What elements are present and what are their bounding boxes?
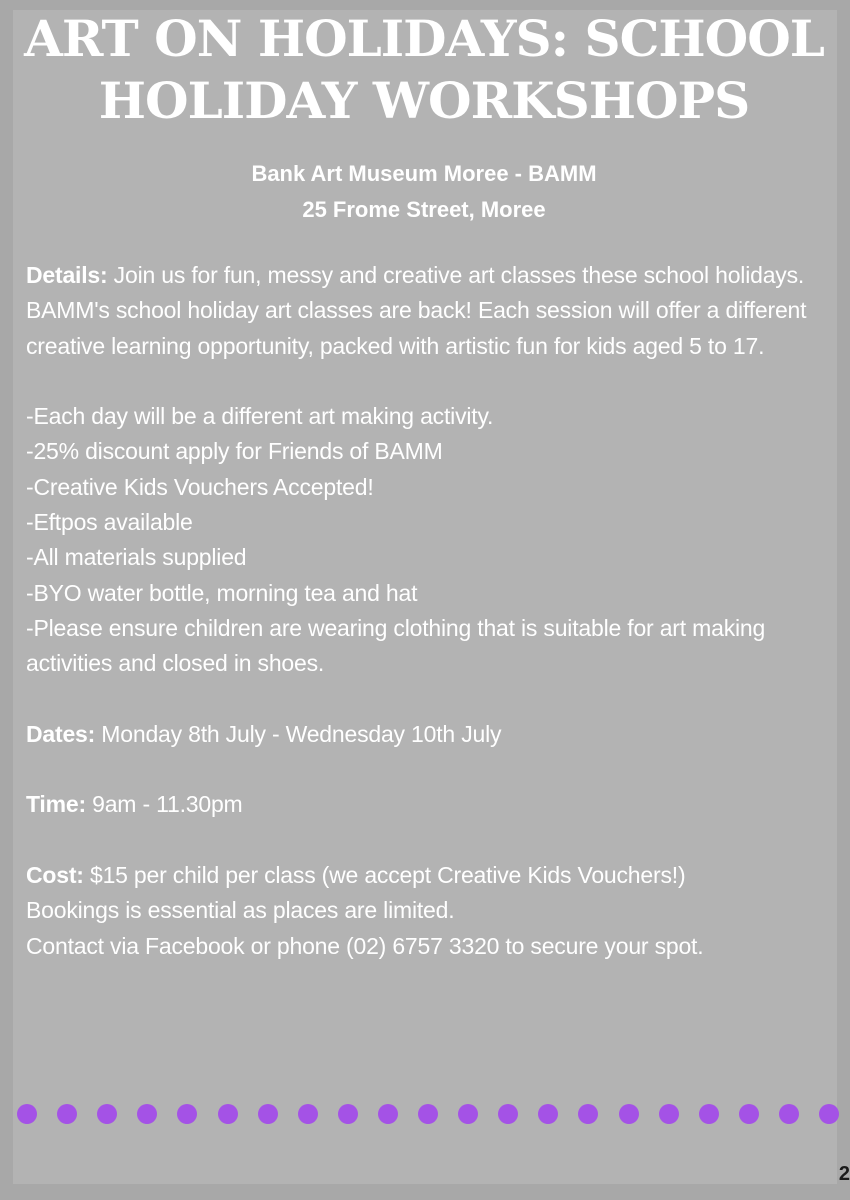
bullet-item: -Each day will be a different art making activity.	[26, 403, 494, 430]
page-number: 2	[838, 1163, 850, 1185]
divider-dot	[578, 1104, 598, 1124]
spacer	[26, 823, 826, 858]
details-text: Join us for fun, messy and creative art classes these school holidays.	[107, 262, 805, 288]
cost-text: $15 per child per class (we accept Creative Kids Vouchers!)	[83, 862, 686, 889]
bullet-item: -All materials supplied	[26, 544, 247, 571]
divider-dot	[819, 1104, 839, 1124]
divider-dot	[298, 1104, 318, 1124]
divider-dot	[137, 1104, 157, 1124]
divider-dot	[498, 1104, 518, 1124]
divider-dot	[538, 1104, 558, 1124]
bullet-item: -Please ensure children are wearing clothing that is suitable for art making activities and closed in shoes.	[26, 614, 766, 677]
dates-line	[26, 717, 826, 752]
divider-dot	[619, 1104, 639, 1124]
divider-dot	[699, 1104, 719, 1124]
bullet-item: -25% discount apply for Friends of BAMM	[26, 438, 443, 465]
divider-dot	[739, 1104, 759, 1124]
divider-dot	[17, 1104, 37, 1124]
details-paragraph: BAMM's school holiday art classes are back! Each session will offer a different creative learning opportunity, packed with artistic fun for kids aged 5 to 17.	[26, 297, 807, 359]
venue-address: 25 Frome Street, Moree	[302, 197, 546, 222]
divider-dot	[458, 1104, 478, 1124]
divider-dot	[57, 1104, 77, 1124]
contact-text: Contact via Facebook or phone (02) 6757 3320 to secure your spot.	[26, 932, 704, 959]
dotted-divider	[17, 1103, 848, 1125]
bullet-item: -Eftpos available	[26, 509, 193, 536]
flyer-body	[26, 258, 826, 964]
dates-label: Dates:	[26, 720, 96, 747]
time-line	[26, 787, 826, 822]
page-title: ART ON HOLIDAYS: SCHOOL HOLIDAY WORKSHOPS	[24, 9, 824, 130]
cost-label: Cost:	[26, 862, 84, 889]
spacer	[26, 364, 826, 399]
details-line	[26, 258, 826, 293]
divider-dot	[378, 1104, 398, 1124]
divider-dot	[659, 1104, 679, 1124]
time-label: Time:	[26, 791, 86, 818]
cost-line	[26, 858, 826, 893]
divider-dot	[258, 1104, 278, 1124]
bullet-item: -Creative Kids Vouchers Accepted!	[26, 473, 374, 500]
spacer	[26, 682, 826, 717]
bookings-text: Bookings is essential as places are limited.	[26, 897, 455, 924]
divider-dot	[418, 1104, 438, 1124]
bullet-list	[26, 399, 826, 681]
spacer	[26, 752, 826, 787]
dates-text: Monday 8th July - Wednesday 10th July	[95, 720, 502, 747]
time-text: 9am - 11.30pm	[85, 791, 243, 818]
details-label: Details:	[26, 262, 108, 288]
bullet-item: -BYO water bottle, morning tea and hat	[26, 579, 418, 606]
divider-dot	[338, 1104, 358, 1124]
divider-dot	[177, 1104, 197, 1124]
divider-dot	[779, 1104, 799, 1124]
divider-dot	[97, 1104, 117, 1124]
venue-name: Bank Art Museum Moree - BAMM	[251, 161, 597, 186]
divider-dot	[218, 1104, 238, 1124]
